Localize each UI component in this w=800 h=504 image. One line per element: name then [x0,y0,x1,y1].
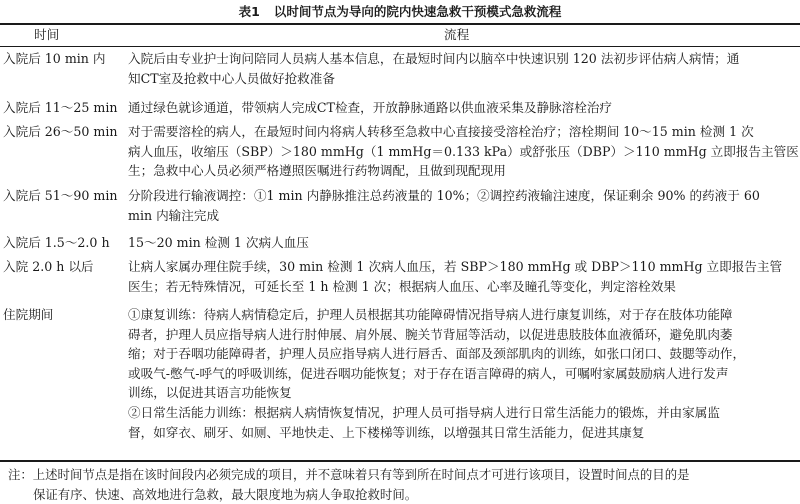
table-number: 表1 [239,4,260,19]
process-line: 生；急救中心人员必须严格遵照医嘱进行药物调配，且做到现配现用 [128,161,793,181]
process-cell [128,98,793,118]
time-cell: 入院后 11～25 min [3,98,118,118]
time-cell: 住院期间 [3,305,53,325]
process-cell [128,49,793,88]
header-process: 流程 [444,25,469,45]
header-time: 时间 [34,25,59,45]
process-cell [128,257,793,296]
process-line: 分阶段进行输液调控：①1 min 内静脉推注总药液量的 10%；②调控药液输注速度，保证剩余 90% 的药液于 60 [128,186,793,206]
time-cell: 入院后 1.5～2.0 h [3,233,110,253]
process-cell [128,305,793,442]
process-line: 病人血压，收缩压（SBP）＞180 mmHg（1 mmHg＝0.133 kPa）或舒张压（DBP）＞110 mmHg 立即报告主管医 [128,142,793,162]
note-line: 注：上述时间节点是指在该时间段内必须完成的项目，并不意味着只有等到所在时间点才可进行该项目，设置时间点的目的是 [8,465,793,485]
header-rule [0,46,800,47]
process-line: 缩；对于吞咽功能障碍者，护理人员应指导病人进行唇舌、面部及颈部肌肉的训练，如张口闭口、鼓腮等动作， [128,344,793,364]
process-line: ②日常生活能力训练：根据病人病情恢复情况，护理人员可指导病人进行日常生活能力的锻炼，并由家属监 [128,403,793,423]
process-cell [128,122,793,181]
time-cell: 入院后 26～50 min [3,122,118,142]
process-line: 训练，以促进其语言功能恢复 [128,383,793,403]
process-line: 入院后由专业护士询问陪同人员病人基本信息，在最短时间内以脑卒中快速识别 120 法初步评估病人病情；通 [128,49,793,69]
process-line: 或吸气-憋气-呼气的呼吸训练，促进吞咽功能恢复；对于存在语言障碍的病人，可嘱咐家属鼓励病人进行发声 [128,364,793,384]
table-note [8,465,793,504]
process-line: 通过绿色就诊通道，带领病人完成CT检查，开放静脉通路以供血液采集及静脉溶栓治疗 [128,98,793,118]
time-cell: 入院后 10 min 内 [3,49,106,69]
process-line: 医生；若无特殊情况，可延长至 1 h 检测 1 次；根据病人血压、心率及瞳孔等变化，判定溶栓效果 [128,277,793,297]
time-cell: 入院后 51～90 min [3,186,118,206]
process-line: min 内输注完成 [128,206,793,226]
bottom-rule [0,460,800,462]
process-line: 让病人家属办理住院手续，30 min 检测 1 次病人血压，若 SBP＞180 mmHg 或 DBP＞110 mmHg 立即报告主管 [128,257,793,277]
process-line: 15～20 min 检测 1 次病人血压 [128,233,793,253]
process-cell [128,186,793,225]
process-line: 对于需要溶栓的病人，在最短时间内将病人转移至急救中心直接接受溶栓治疗；溶栓期间 10～15 min 检测 1 次 [128,122,793,142]
process-line: 碍者，护理人员应指导病人进行肘伸展、肩外展、腕关节背屈等活动，以促进患肢肢体血液循环，避免肌肉萎 [128,325,793,345]
time-cell: 入院 2.0 h 以后 [3,257,94,277]
table-title [0,2,800,22]
note-line: 保证有序、快速、高效地进行急救，最大限度地为病人争取抢救时间。 [8,485,793,504]
process-line: 督，如穿衣、刷牙、如厕、平地快走、上下楼梯等训练，以增强其日常生活能力，促进其康复 [128,423,793,443]
process-line: ①康复训练：待病人病情稳定后，护理人员根据其功能障碍情况指导病人进行康复训练，对于存在肢体功能障 [128,305,793,325]
top-rule [0,23,800,25]
table-title-text: 以时间节点为导向的院内快速急救干预模式急救流程 [274,4,562,19]
process-cell [128,233,793,253]
process-line: 知CT室及抢救中心人员做好抢救准备 [128,69,793,89]
